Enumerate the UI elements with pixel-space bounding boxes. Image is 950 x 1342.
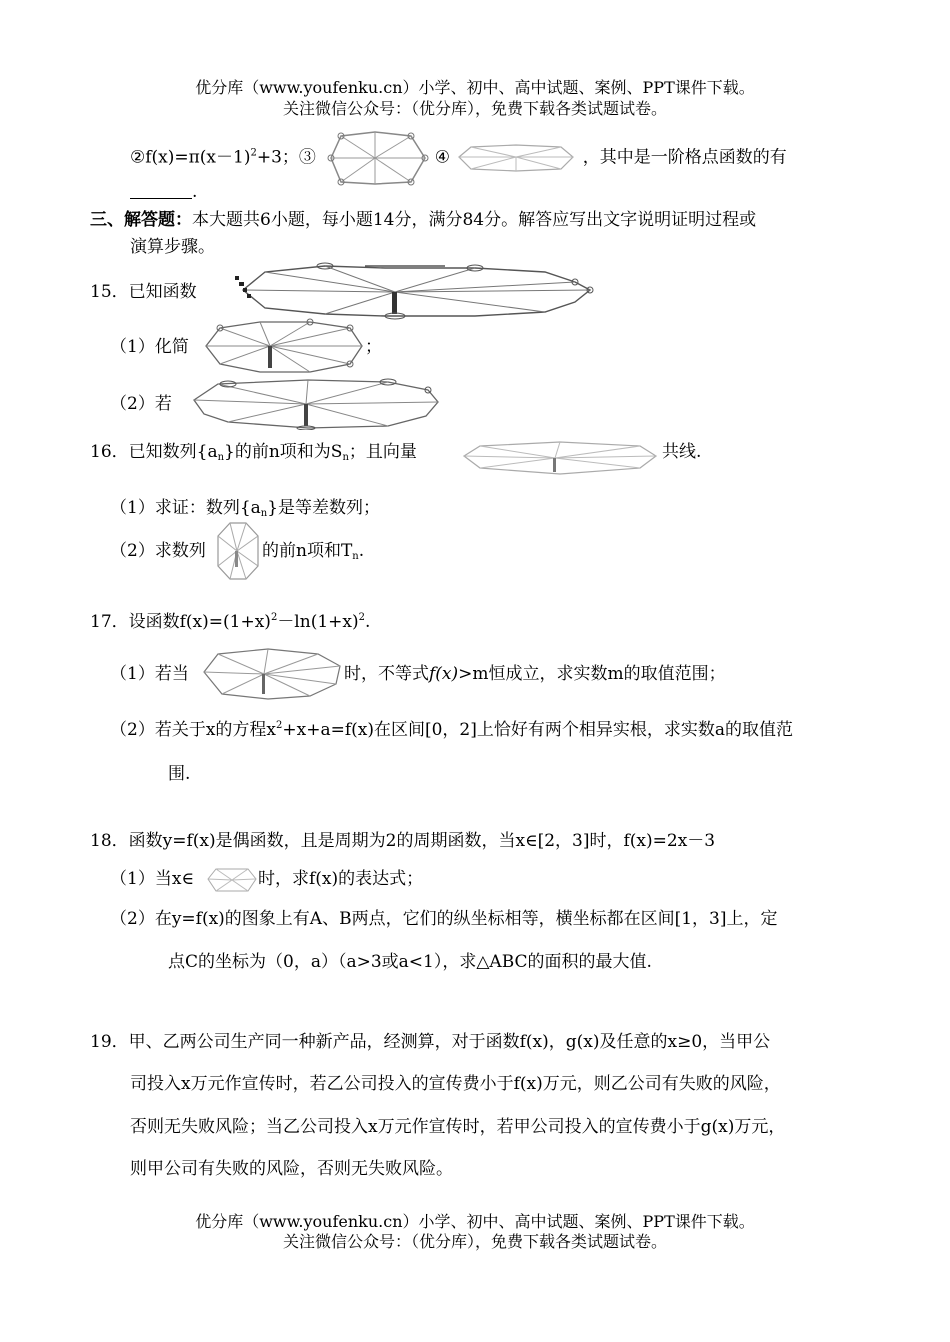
q19-line-1: 19．甲、乙两公司生产同一种新产品，经测算，对于函数f(x)，g(x)及任意的x≥0，当甲公 [90,1032,771,1052]
q19-line-3: 否则无失败风险；当乙公司投入x万元作宣传时，若甲公司投入的宣传费小于g(x)万元， [130,1117,786,1137]
q18-stem: 18．函数y=f(x)是偶函数，且是周期为2的周期函数，当x∈[2，3]时，f(x)=2x－3 [90,831,716,851]
q16-sequence-image [212,520,262,587]
q18-interval-image [205,866,259,899]
q14-answer-blank: . [130,180,197,204]
q19-line-4: 则甲公司有失败的风险，否则无失败风险。 [130,1159,453,1179]
q15-part-1: （1）化简 [110,337,189,357]
q15-part-1-image [200,318,365,381]
q16-part-2: （2）求数列 [110,541,206,561]
q17-part-1-start: （1）若当 [110,664,189,684]
q17-part-2-line-1: （2）若关于x的方程$x^2+x+a=f(x)$在区间[0，2]上恰好有两个相异实根，求实数a的取值范 [110,720,794,740]
q16-part-1: （1）求证：数列$\{a_n\}$是等差数列； [110,498,381,519]
q18-part-1: （1）当x∈ [110,869,194,889]
q19-line-2: 司投入x万元作宣传时，若乙公司投入的宣传费小于f(x)万元，则乙公司有失败的风险， [130,1074,781,1094]
q16-vector-image [460,440,660,481]
section-3-label: 三、解答题： [90,210,192,230]
q16-stem: 16．已知数列$\{a_n\}$的前n项和为$S_n$；且向量 [90,442,417,463]
q14-options-line: $②f(x)=\pi(x-1)^2+3$；③ ④ ，其中是一阶格点函数的有 [130,130,787,186]
q15-part-2: （2）若 [110,394,172,414]
footer-line-2: 关注微信公众号：（优分库），免费下载各类试题试卷。 [282,1232,667,1251]
header-line-1: 优分库（www.youfenku.cn）小学、初中、高中试题、案例、PPT课件下载。 [195,78,755,97]
section-3-line-1: 三、解答题：本大题共6小题，每小题14分，满分84分。解答应写出文字说明证明过程或 [90,210,757,230]
q17-part-2-line-2: 围. [168,764,191,784]
formula-image-3 [321,130,429,186]
q18-part-2-line-1: （2）在y=f(x)的图象上有A、B两点，它们的纵坐标相等，横坐标都在区间[1，3]上，定 [110,909,778,929]
q17-interval-image [198,646,346,707]
q17-part-1-end: 时，不等式f(x)>m恒成立，求实数m的取值范围； [344,664,726,684]
footer-line-1: 优分库（www.youfenku.cn）小学、初中、高中试题、案例、PPT课件下载。 [195,1212,755,1231]
answer-blank [130,182,192,199]
header-line-2: 关注微信公众号：（优分库），免费下载各类试题试卷。 [282,99,667,118]
q17-stem: 17．设函数$f(x)=(1+x)^2-\ln(1+x)^2$. [90,612,371,632]
section-3-line-2: 演算步骤。 [130,237,215,257]
q15-stem: 15．已知函数 [90,282,197,302]
q16-stem-end: 共线. [662,442,702,462]
q15-part-1-end: ； [365,337,382,357]
q15-formula-image [225,262,610,325]
q18-part-1-end: 时，求f(x)的表达式； [258,869,424,889]
formula-image-4 [455,143,577,173]
q16-part-2-end: 的前n项和$T_n$. [262,541,365,562]
q15-part-2-image [188,378,443,435]
q18-part-2-line-2: 点C的坐标为（0，a）（a>3或a<1），求△ABC的面积的最大值. [168,952,652,972]
